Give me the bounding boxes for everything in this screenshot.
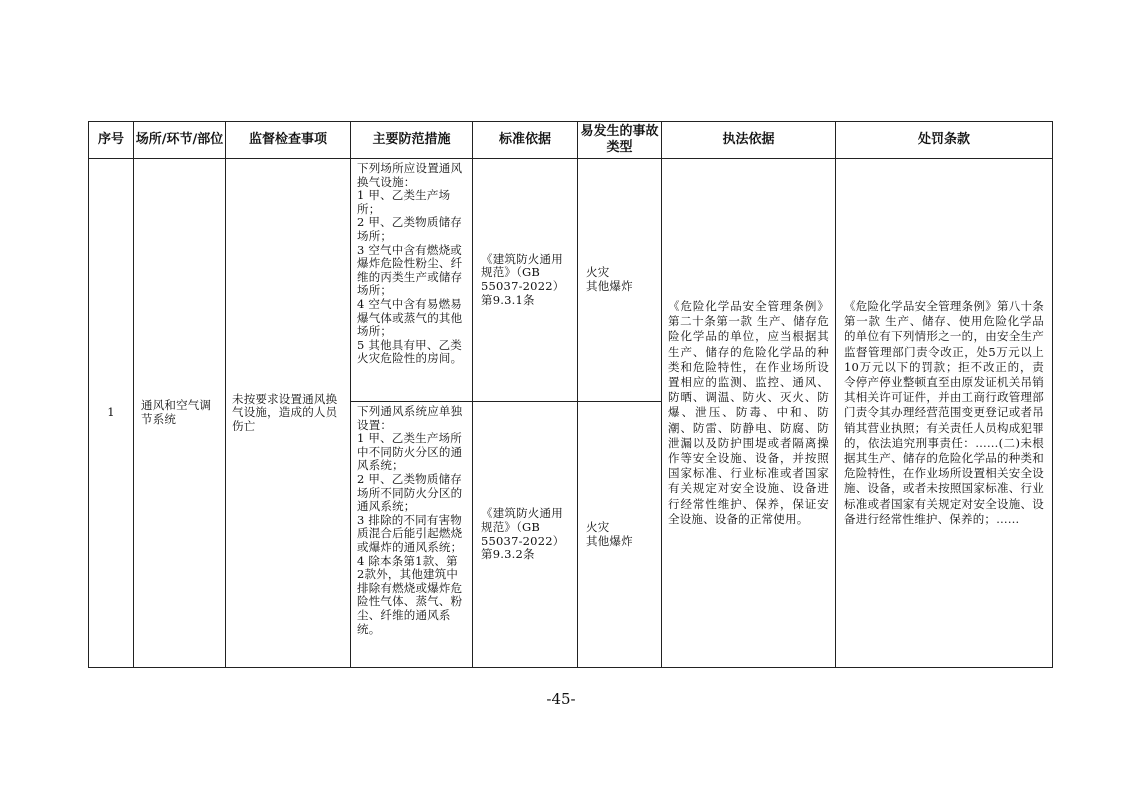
header-seq: 序号 [89,122,134,159]
accident-cell-2: 火灾 其他爆炸 [578,402,662,668]
header-law: 执法依据 [662,122,836,159]
accident-cell-1: 火灾 其他爆炸 [578,159,662,402]
header-penalty: 处罚条款 [836,122,1053,159]
measures-cell-1: 下列场所应设置通风换气设施： 1 甲、乙类生产场所； 2 甲、乙类物质储存场所； 3 空气中含有燃烧或爆炸危险性粉尘、纤维的丙类生产或储存场所； 4 空气中含有易燃易爆气体或蒸气的其他场所； 5 其他具有甲、乙类火灾危险性的房间。 [351,159,473,402]
row-seq: 1 [89,159,134,668]
page-number: -45- [546,690,576,708]
row-place: 通风和空气调节系统 [134,159,226,668]
law-cell: 《危险化学品安全管理条例》第二十条第一款 生产、储存危险化学品的单位，应当根据其生产、储存的危险化学品的种类和危险特性，在作业场所设置相应的监测、监控、通风、防晒、调温、防火、灭火、防爆、泄压、防毒、中和、防潮、防雷、防静电、防腐、防泄漏以及防护围堤或者隔离操作等安全设施、设备，并按照国家标准、行业标准或者国家有关规定对安全设施、设备进行经常性维护、保养，保证安全设施、设备的正常使用。 [662,159,836,668]
header-standard: 标准依据 [473,122,578,159]
header-row [89,122,1053,159]
header-place: 场所/环节/部位 [134,122,226,159]
regulation-table [88,121,1053,668]
row-issue: 未按要求设置通风换气设施，造成的人员伤亡 [226,159,351,668]
penalty-cell: 《危险化学品安全管理条例》第八十条第一款 生产、储存、使用危险化学品的单位有下列情形之一的，由安全生产监督管理部门责令改正，处5万元以上10万元以下的罚款；拒不改正的，责令停产停业整顿直至由原发证机关吊销其相关许可证件，并由工商行政管理部门责令其办理经营范围变更登记或者吊销其营业执照；有关责任人员构成犯罪的，依法追究刑事责任：……(二)未根据其生产、储存的危险化学品的种类和危险特性，在作业场所设置相关安全设施、设备，或者未按照国家标准、行业标准或者国家有关规定对安全设施、设备进行经常性维护、保养的；…… [836,159,1053,668]
header-issue: 监督检查事项 [226,122,351,159]
standard-cell-2: 《建筑防火通用规范》（GB 55037-2022）第9.3.2条 [473,402,578,668]
measures-cell-2: 下列通风系统应单独设置： 1 甲、乙类生产场所中不同防火分区的通风系统； 2 甲、乙类物质储存场所不同防火分区的通风系统； 3 排除的不同有害物质混合后能引起燃烧或爆炸的通风系统； 4 除本条第1款、第2款外，其他建筑中排除有燃烧或爆炸危险性气体、蒸气、粉尘、纤维的通风系统。 [351,402,473,668]
header-accident: 易发生的事故类型 [578,122,662,159]
header-measures: 主要防范措施 [351,122,473,159]
table-row [89,159,1053,402]
standard-cell-1: 《建筑防火通用规范》（GB 55037-2022）第9.3.1条 [473,159,578,402]
